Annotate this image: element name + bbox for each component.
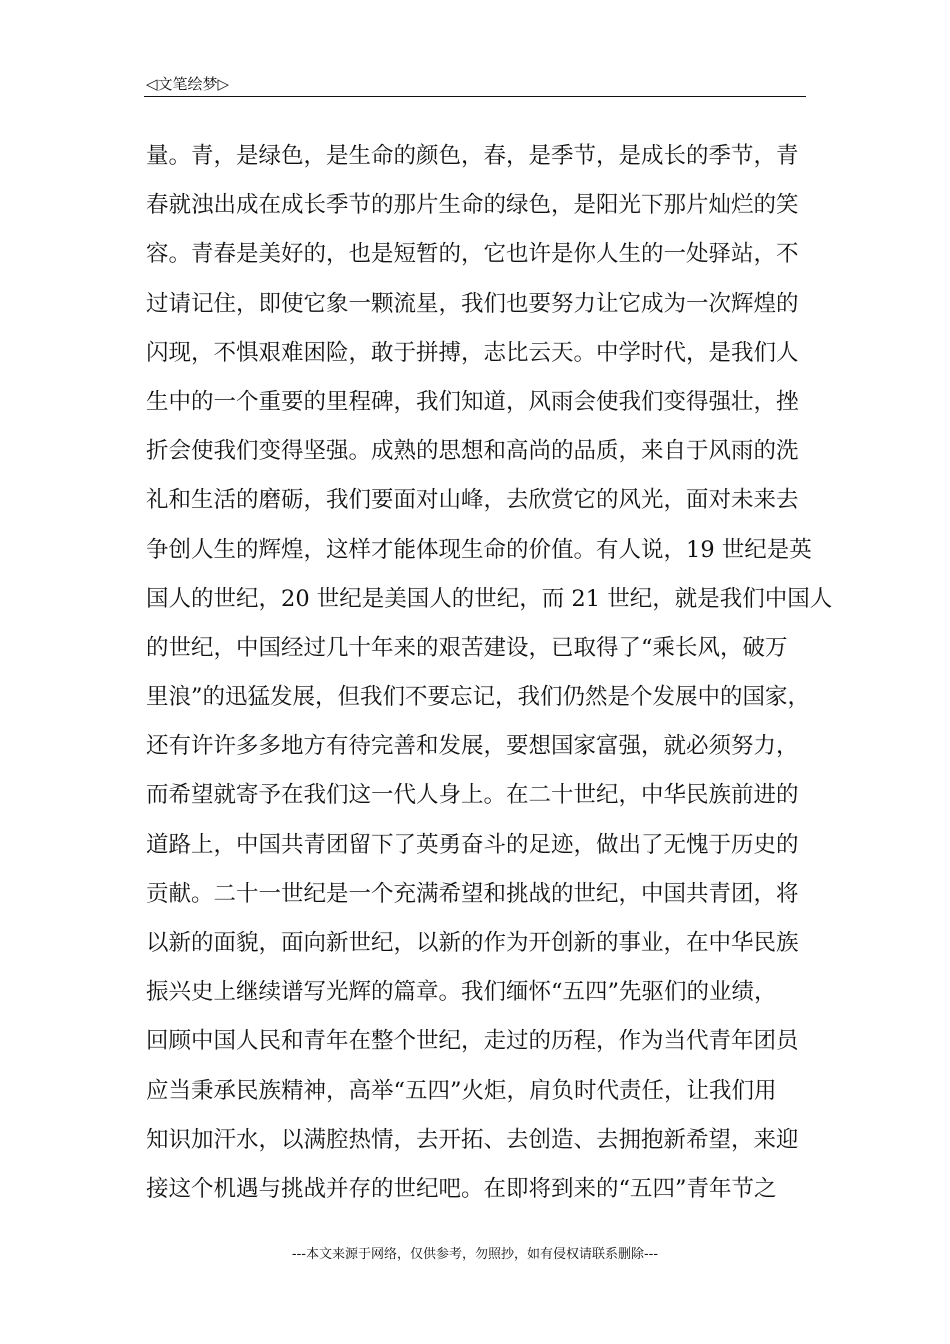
text-line: 还有许许多多地方有待完善和发展，要想国家富强，就必须努力，	[146, 733, 799, 760]
body-text	[146, 132, 833, 1214]
text-line: 量。青，是绿色，是生命的颜色，春，是季节，是成长的季节，青	[146, 143, 799, 169]
text-line: 接这个机遇与挑战并存的世纪吧。在即将到来的“五四”青年节之	[146, 1175, 777, 1202]
text-line: 礼和生活的磨砺，我们要面对山峰，去欣赏它的风光，面对未来去	[146, 487, 799, 514]
text-line: 道路上，中国共青团留下了英勇奋斗的足迹，做出了无愧于历史的	[146, 831, 799, 858]
text-line: 国人的世纪，20 世纪是美国人的世纪，而 21 世纪，就是我们中国人	[146, 585, 833, 612]
text-line: 以新的面貌，面向新世纪，以新的作为开创新的事业，在中华民族	[146, 930, 799, 956]
text-line: 的世纪，中国经过几十年来的艰苦建设，已取得了“乘长风，破万	[146, 634, 788, 661]
text-line: 折会使我们变得坚强。成熟的思想和高尚的品质，来自于风雨的洗	[146, 438, 799, 465]
text-line: 争创人生的辉煌，这样才能体现生命的价值。有人说，19 世纪是英	[146, 536, 812, 563]
text-line: 闪现，不惧艰难困险，敢于拼搏，志比云天。中学时代，是我们人	[146, 339, 799, 366]
text-line: 振兴史上继续谱写光辉的篇章。我们缅怀“五四”先驱们的业绩，	[146, 979, 777, 1006]
page-header-title: ◁文笔绘梦▷	[146, 75, 230, 93]
text-line: 春就浊出成在成长季节的那片生命的绿色，是阳光下那片灿烂的笑	[146, 192, 799, 219]
text-line: 而希望就寄予在我们这一代人身上。在二十世纪，中华民族前进的	[146, 782, 799, 809]
text-line: 贡献。二十一世纪是一个充满希望和挑战的世纪，中国共青团，将	[146, 880, 799, 907]
text-line: 回顾中国人民和青年在整个世纪，走过的历程，作为当代青年团员	[146, 1028, 799, 1055]
text-line: 应当秉承民族精神，高举“五四”火炬，肩负时代责任，让我们用	[146, 1077, 777, 1104]
header-divider	[144, 96, 806, 97]
text-line: 过请记住，即使它象一颗流星，我们也要努力让它成为一次辉煌的	[146, 290, 799, 317]
text-line: 生中的一个重要的里程碑，我们知道，风雨会使我们变得强壮，挫	[146, 388, 799, 415]
text-line: 知识加汗水，以满腔热情，去开拓、去创造、去拥抱新希望，来迎	[146, 1126, 799, 1153]
footer-disclaimer: ---本文来源于网络，仅供参考，勿照抄，如有侵权请联系删除---	[291, 1247, 659, 1262]
text-line: 容。青春是美好的，也是短暂的，它也许是你人生的一处驿站，不	[146, 241, 799, 268]
text-line: 里浪”的迅猛发展，但我们不要忘记，我们仍然是个发展中的国家，	[146, 684, 811, 711]
